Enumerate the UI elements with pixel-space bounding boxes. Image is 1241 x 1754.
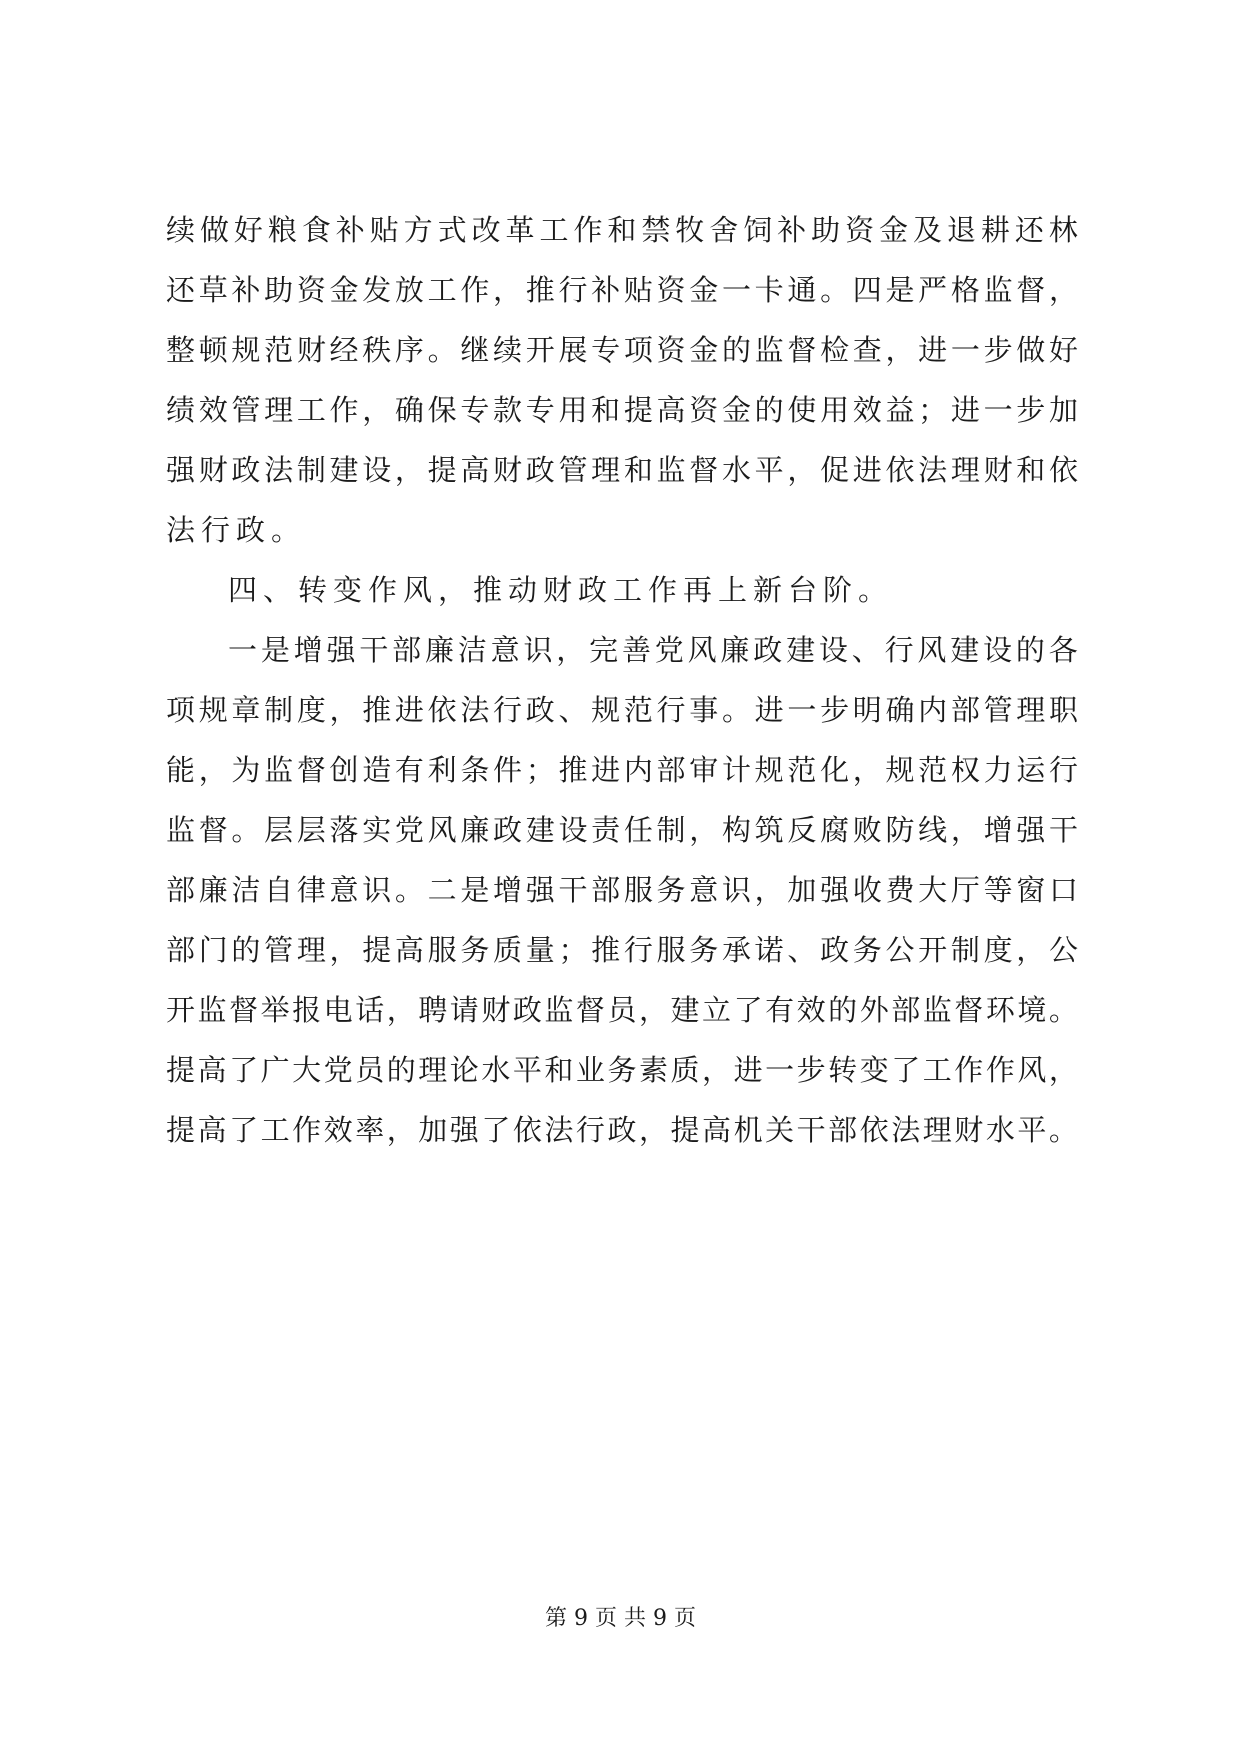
text-line: 提 高 了 工 作 效 率 ， 加 强 了 依 法 行 政 ， 提 高 机 关 干 部 依 法 理 财 水 平 。 (166, 1113, 1078, 1147)
text-line: 法行政。 (166, 513, 307, 547)
text-line: 还 草 补 助 资 金 发 放 工 作 ， 推 行 补 贴 资 金 一 卡 通 。 四 是 严 格 监 督 ， (166, 273, 1078, 307)
text-line: 续 做 好 粮 食 补 贴 方 式 改 革 工 作 和 禁 牧 舍 饲 补 助 资 金 及 退 耕 还 林 (166, 213, 1078, 247)
text-line: 开 监 督 举 报 电 话 ， 聘 请 财 政 监 督 员 ， 建 立 了 有 效 的 外 部 监 督 环 境 。 (166, 993, 1078, 1027)
text-line: 强 财 政 法 制 建 设 ， 提 高 财 政 管 理 和 监 督 水 平 ， 促 进 依 法 理 财 和 依 (166, 453, 1078, 487)
text-line: 部 门 的 管 理 ， 提 高 服 务 质 量 ； 推 行 服 务 承 诺 、 政 务 公 开 制 度 ， 公 (166, 933, 1078, 967)
page-footer: 第 9 页 共 9 页 (545, 1606, 696, 1631)
text-line: 部 廉 洁 自 律 意 识 。 二 是 增 强 干 部 服 务 意 识 ， 加 强 收 费 大 厅 等 窗 口 (166, 873, 1078, 907)
text-line: 整 顿 规 范 财 经 秩 序 。 继 续 开 展 专 项 资 金 的 监 督 检 查 ， 进 一 步 做 好 (166, 333, 1078, 367)
text-line: 绩 效 管 理 工 作 ， 确 保 专 款 专 用 和 提 高 资 金 的 使 用 效 益 ； 进 一 步 加 (166, 393, 1078, 427)
text-line: 提 高 了 广 大 党 员 的 理 论 水 平 和 业 务 素 质 ， 进 一 步 转 变 了 工 作 作 风 ， (166, 1053, 1078, 1087)
text-line: 监 督 。 层 层 落 实 党 风 廉 政 建 设 责 任 制 ， 构 筑 反 腐 败 防 线 ， 增 强 干 (166, 813, 1078, 847)
text-line: 四、转变作风，推动财政工作再上新台阶。 (228, 573, 894, 607)
text-line: 项 规 章 制 度 ， 推 进 依 法 行 政 、 规 范 行 事 。 进 一 步 明 确 内 部 管 理 职 (166, 693, 1078, 727)
text-line: 能 ， 为 监 督 创 造 有 利 条 件 ； 推 进 内 部 审 计 规 范 化 ， 规 范 权 力 运 行 (166, 753, 1078, 787)
document-body (166, 200, 1078, 1160)
text-line: 一 是 增 强 干 部 廉 洁 意 识 ， 完 善 党 风 廉 政 建 设 、 行 风 建 设 的 各 (228, 633, 1078, 667)
